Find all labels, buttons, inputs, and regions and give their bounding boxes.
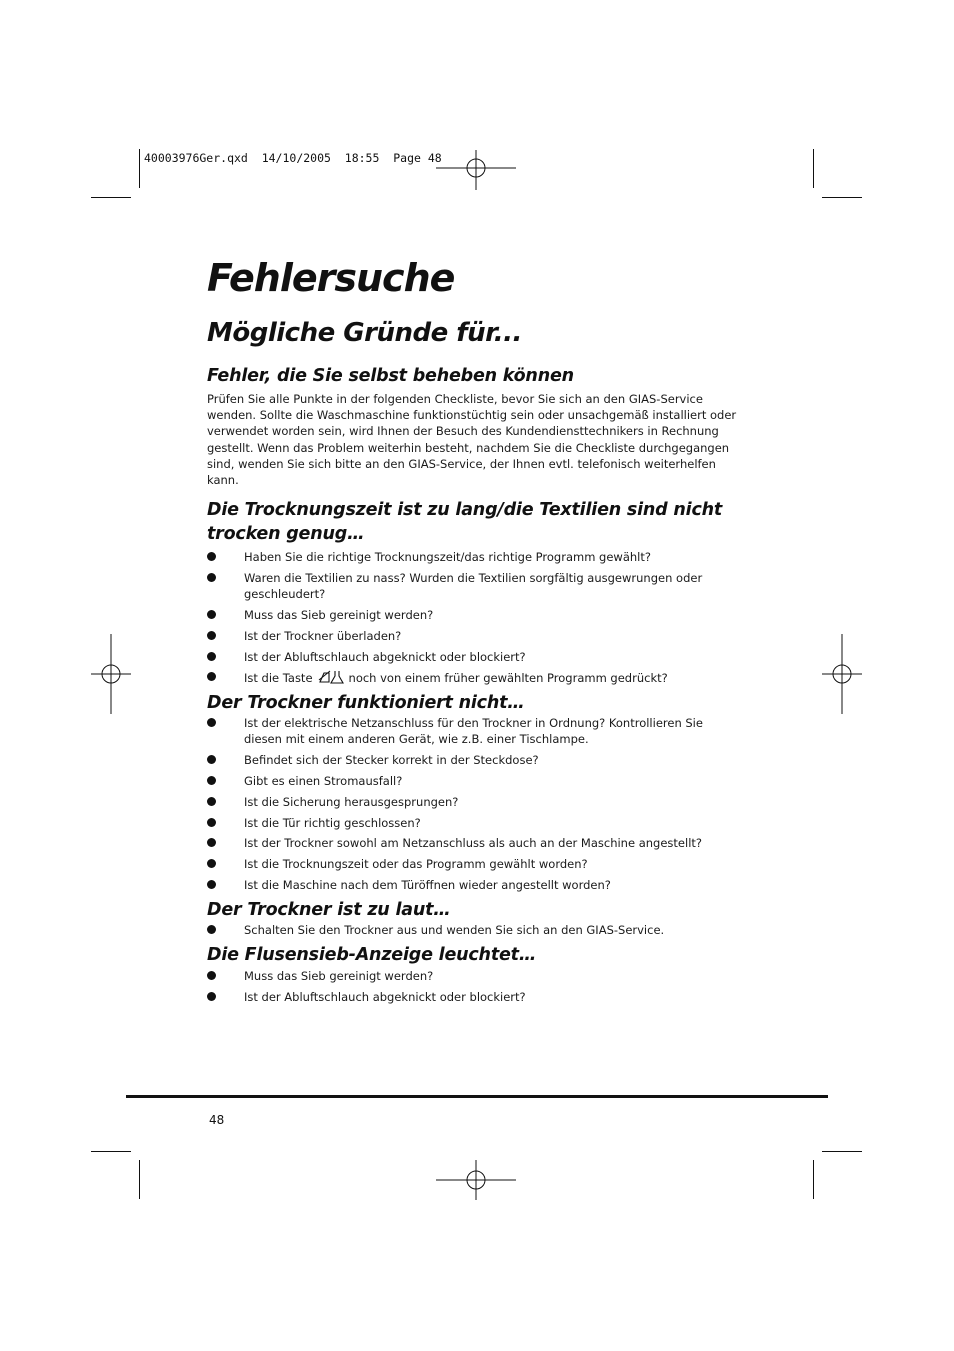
list-item (207, 835, 737, 851)
section-heading: Die Flusensieb-Anzeige leuchtet… (207, 944, 537, 965)
crop-mark (139, 1160, 140, 1199)
list-item-text: Ist der Abluftschlauch abgeknickt oder blockiert? (244, 989, 526, 1004)
list-item-text: Ist die Taste (244, 671, 313, 686)
iron-easy-care-icon (318, 669, 344, 685)
section-heading: Der Trockner funktioniert nicht… (207, 693, 525, 714)
list-item-text: Haben Sie die richtige Trocknungszeit/das richtige Programm gewählt? (244, 550, 651, 565)
page-title: Fehlersuche (207, 256, 455, 300)
list-item-text: Befindet sich der Stecker korrekt in der Steckdose? (244, 753, 539, 768)
list-item (207, 922, 737, 938)
list-item (207, 607, 737, 623)
checklist (207, 549, 737, 686)
list-item-text: Gibt es einen Stromausfall? (244, 774, 403, 788)
bullet-icon (207, 672, 216, 681)
bullet-icon (207, 631, 216, 640)
bullet-icon (207, 755, 216, 764)
crop-mark (139, 149, 140, 188)
bullet-icon (207, 925, 216, 934)
checklist (207, 715, 737, 893)
list-item (207, 752, 737, 768)
bullet-icon (207, 718, 216, 727)
list-item (207, 794, 737, 810)
list-item-text: Ist der elektrische Netzanschluss für den Trockner in Ordnung? Kontrollieren Sie diesen mit einem anderen Gerät, wie z.B. einer Tischlampe. (244, 716, 703, 747)
list-item (207, 669, 737, 686)
list-item-text: Ist der Abluftschlauch abgeknickt oder blockiert? (244, 649, 526, 664)
list-item-text: Schalten Sie den Trockner aus und wenden Sie sich an den GIAS-Service. (244, 922, 665, 937)
bullet-icon (207, 992, 216, 1001)
list-item-text: Waren die Textilien zu nass? Wurden die Textilien sorgfältig ausgewrungen oder geschleudert? (244, 571, 703, 602)
list-item (207, 649, 737, 665)
bullet-icon (207, 818, 216, 827)
list-item-text: Ist der Trockner sowohl am Netzanschluss als auch an der Maschine angestellt? (244, 836, 702, 851)
bullet-icon (207, 838, 216, 847)
bullet-icon (207, 859, 216, 868)
list-item-text: Ist die Tür richtig geschlossen? (244, 815, 421, 830)
list-item-text: Ist die Trocknungszeit oder das Programm gewählt worden? (244, 857, 588, 872)
crop-mark (91, 1151, 131, 1152)
crop-mark (822, 1151, 862, 1152)
crop-mark (813, 1160, 814, 1199)
list-item-text: noch von einem früher gewählten Programm gedrückt? (348, 671, 668, 686)
intro-text: Prüfen Sie alle Punkte in der folgenden Checkliste, bevor Sie sich an den GIAS-Service wenden. Sollte die Waschmaschine funktionstüchtig sein oder unsachgemäß installiert oder verwendet worden sein, wird Ihnen der Besuch des Kundendiensttechnikers in Rechnung gestellt. Wenn das Problem weiterhin besteht, nachdem Sie die Checkliste durchgegangen sind, wenden Sie sich bitte an den GIAS-Service, der Ihnen evtl. telefonisch weiterhelfen kann. (207, 392, 737, 488)
list-item-text: Muss das Sieb gereinigt werden? (244, 608, 434, 623)
bullet-icon (207, 552, 216, 561)
list-item-text: Ist der Trockner überladen? (244, 628, 402, 643)
intro-heading: Fehler, die Sie selbst beheben können (207, 366, 574, 386)
list-item (207, 570, 737, 602)
list-item (207, 968, 737, 984)
list-item-text: Muss das Sieb gereinigt werden? (244, 968, 434, 983)
list-item (207, 773, 737, 789)
bullet-icon (207, 573, 216, 582)
crop-mark (91, 197, 131, 198)
page-subtitle: Mögliche Gründe für... (207, 318, 522, 348)
page-number: 48 (209, 1113, 225, 1127)
bullet-icon (207, 971, 216, 980)
section-heading: Der Trockner ist zu laut… (207, 899, 451, 920)
list-item (207, 989, 737, 1005)
bullet-icon (207, 776, 216, 785)
list-item (207, 549, 737, 565)
list-item (207, 715, 737, 747)
print-slug: 40003976Ger.qxd 14/10/2005 18:55 Page 48 (144, 151, 442, 165)
list-item (207, 628, 737, 644)
list-item (207, 877, 737, 893)
registration-mark-icon (822, 634, 862, 714)
bullet-icon (207, 797, 216, 806)
registration-mark-icon (436, 1160, 516, 1200)
list-item-text: Ist die Maschine nach dem Türöffnen wieder angestellt worden? (244, 877, 611, 892)
bullet-icon (207, 880, 216, 889)
crop-mark (813, 149, 814, 188)
bullet-icon (207, 652, 216, 661)
footer-rule (126, 1095, 828, 1098)
list-item (207, 856, 737, 872)
troubleshooting-content (207, 364, 737, 1010)
list-item (207, 815, 737, 831)
registration-mark-icon (436, 150, 516, 190)
section-heading: Die Trocknungszeit ist zu lang/die Textilien sind nicht trocken genug… (207, 500, 723, 545)
checklist (207, 922, 737, 938)
registration-mark-icon (91, 634, 131, 714)
checklist (207, 968, 737, 1005)
bullet-icon (207, 610, 216, 619)
list-item-text: Ist die Sicherung herausgesprungen? (244, 794, 459, 809)
crop-mark (822, 197, 862, 198)
